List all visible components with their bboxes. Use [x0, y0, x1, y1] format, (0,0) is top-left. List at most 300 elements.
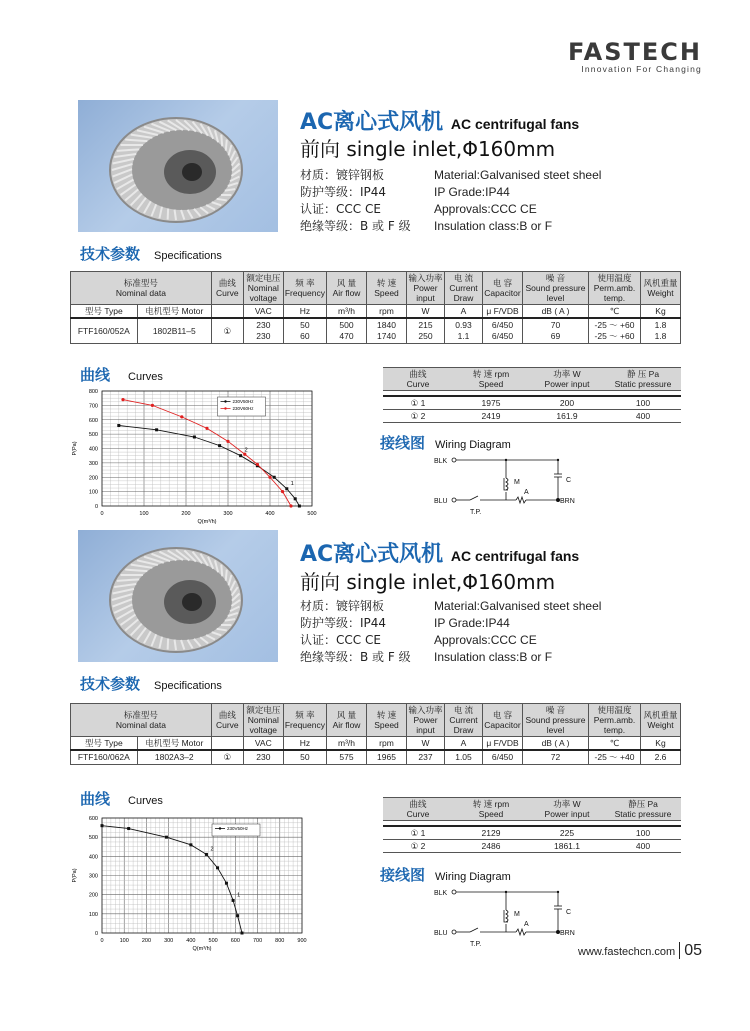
properties-cn [300, 598, 411, 666]
curve-header-speed [453, 368, 529, 391]
data-point [189, 843, 192, 846]
data-point [155, 428, 158, 431]
cell-temp [589, 318, 641, 344]
product-photo [78, 530, 278, 662]
curve-header-pressure-cn: 静压 Pa [628, 799, 658, 809]
table-unit-row [71, 305, 681, 319]
cell-speed [367, 750, 407, 765]
property-cn: 绝缘等级：B 或 F 级 [300, 219, 411, 233]
cell-noise [523, 318, 589, 344]
legend-label: 230V60Hz [232, 406, 254, 411]
header-freq-en: Frequency [284, 288, 325, 298]
y-tick-label: 400 [88, 854, 98, 861]
property-cn: 防护等级：IP44 [300, 616, 387, 630]
legend-marker [219, 827, 221, 829]
wiring-label-tp: T.P. [470, 941, 482, 948]
curve-cell-curve: ① 2 [383, 409, 453, 422]
curves-heading-en: Curves [128, 371, 163, 383]
header-noise [523, 272, 589, 305]
property-cn: 认证：CCC CE [300, 202, 381, 216]
unit-air: m³/h [327, 305, 367, 319]
cell-freq-value: 50 [300, 320, 310, 330]
wiring-diagram [430, 880, 590, 953]
footer-url[interactable]: www.fastechcn.com [578, 946, 676, 958]
header-weight [641, 272, 681, 305]
curve-header-speed-en: Speed [478, 379, 504, 389]
specifications-heading-en: Specifications [154, 250, 222, 262]
properties-en [434, 598, 601, 666]
property-en: Insulation class:B or F [434, 650, 553, 664]
brand-logo [568, 38, 702, 74]
properties-cn [300, 167, 411, 235]
header-temp [589, 272, 641, 305]
y-tick-label: 300 [88, 460, 98, 467]
product-title-cn: AC离心式风机 [300, 542, 444, 567]
unit-cap: μ F/VDB [483, 737, 523, 751]
legend-label: 230V50Hz [232, 399, 254, 404]
unit-weight: Kg [641, 737, 681, 751]
data-point [121, 398, 124, 401]
header-curve-cn: 曲线 [218, 278, 236, 288]
wiring-label-blu: BLU [434, 498, 448, 505]
data-point [218, 444, 221, 447]
cell-curve: ① [211, 318, 243, 344]
curve-cell-pressure: 100 [605, 826, 681, 840]
data-point [117, 424, 120, 427]
header-temp [589, 704, 641, 737]
brand-name: FASTECH [568, 38, 702, 66]
cell-type: FTF160/062A [71, 750, 138, 765]
series-line [123, 400, 291, 506]
header-freq [283, 272, 326, 305]
performance-chart [62, 808, 312, 978]
chart-svg [62, 381, 317, 546]
cell-voltage-value: 230 [256, 331, 271, 341]
curve-cell-curve: ① 1 [383, 396, 453, 410]
cell-weight-value: 2.6 [654, 752, 667, 762]
curve-header-curve-en: Curve [406, 379, 430, 389]
curve-table [383, 797, 681, 853]
cell-cap [483, 318, 523, 344]
header-speed-en: Speed [374, 288, 399, 298]
curve-header-pressure [605, 798, 681, 821]
header-air-en: Air flow [332, 720, 361, 730]
wiring-label-c: C [566, 477, 572, 484]
cell-current-value: 1.05 [455, 752, 472, 762]
cell-noise-value: 72 [550, 752, 561, 762]
header-curve-cn: 曲线 [218, 710, 236, 720]
header-power [407, 272, 445, 305]
unit-weight: Kg [641, 305, 681, 319]
header-air-en: Air flow [332, 288, 361, 298]
header-weight-cn: 风机重量 [643, 278, 678, 288]
legend-label: 230V50Hz [227, 826, 249, 831]
curve-table [383, 367, 681, 423]
cell-power-value: 237 [418, 752, 433, 762]
curve-header-power-cn: 功率 W [553, 369, 581, 379]
specifications-heading [80, 673, 222, 694]
header-noise-en: Sound pressure level [525, 283, 586, 303]
cell-weight [641, 750, 681, 765]
table-header-row [71, 704, 681, 737]
header-nominal-cn: 标准型号 [123, 278, 158, 288]
curve-cell-curve: ① 1 [383, 826, 453, 840]
brand-tagline: Innovation For Changing [581, 64, 702, 74]
cell-type: FTF160/052A [71, 318, 138, 344]
property-en: Approvals:CCC CE [434, 202, 537, 216]
wiring-label-blu: BLU [434, 930, 448, 937]
wiring-label-brn: BRN [560, 498, 575, 505]
y-tick-label: 200 [88, 475, 98, 482]
data-point [165, 836, 168, 839]
curves-heading-en: Curves [128, 795, 163, 807]
curve-header-pressure-cn: 静 压 Pa [626, 369, 660, 379]
property-en: Insulation class:B or F [434, 219, 553, 233]
data-point [216, 866, 219, 869]
y-tick-label: 400 [88, 446, 98, 453]
curve-header-curve [383, 798, 453, 821]
cell-freq [283, 318, 326, 344]
header-nominal-cn: 标准型号 [123, 710, 158, 720]
header-nominal-en: Nominal data [115, 288, 166, 298]
header-curve-en: Curve [215, 288, 239, 298]
cell-power-value: 250 [418, 331, 433, 341]
cell-noise [523, 750, 589, 765]
header-air-cn: 风 量 [336, 710, 357, 720]
curve-header-power-cn: 功率 W [553, 799, 581, 809]
cell-cap-value: 6/450 [491, 331, 514, 341]
wiring-diagram [430, 448, 590, 521]
wiring-heading-en: Wiring Diagram [435, 871, 511, 883]
data-point [273, 476, 276, 479]
table-header-row [71, 272, 681, 305]
header-temp-cn: 使用温度 [597, 273, 632, 283]
unit-speed: rpm [367, 737, 407, 751]
header-current-en: Current Draw [449, 283, 478, 303]
data-point [285, 487, 288, 490]
property-cn: 材质：镀锌钢板 [300, 168, 385, 182]
data-point [241, 932, 244, 935]
table-row [383, 826, 681, 840]
specifications-heading-en: Specifications [154, 680, 222, 692]
header-weight-cn: 风机重量 [643, 710, 678, 720]
cell-voltage [243, 318, 283, 344]
unit-type: 型号 Type [71, 737, 138, 751]
curve-header-curve-cn: 曲线 [409, 799, 427, 809]
header-power-en: Power input [413, 715, 438, 735]
wiring-label-blk: BLK [434, 458, 448, 465]
unit-temp: ℃ [589, 737, 641, 751]
curve-header-pressure-en: Static pressure [614, 809, 672, 819]
product-subtitle: 前向 single inlet,Φ160mm [300, 570, 556, 594]
unit-type: 型号 Type [71, 305, 138, 319]
cell-freq-value: 50 [300, 752, 310, 762]
curve-cell-power: 161.9 [529, 409, 605, 422]
x-axis-label: Q(m³/h) [197, 519, 217, 525]
header-nominal [71, 272, 212, 305]
cell-voltage [243, 750, 283, 765]
curve-cell-power: 200 [529, 396, 605, 410]
header-temp-en: Perm.amb. temp. [593, 715, 636, 735]
product-title [300, 105, 579, 136]
unit-voltage: VAC [243, 737, 283, 751]
cell-power-value: 215 [418, 320, 433, 330]
header-voltage-en: Nominal voltage [247, 283, 279, 303]
header-freq-en: Frequency [284, 720, 325, 730]
cell-temp-value: -25 ～ +60 [594, 331, 635, 341]
curves-heading-cn: 曲线 [80, 366, 111, 384]
curve-cell-speed: 2419 [453, 409, 529, 422]
data-point [225, 882, 228, 885]
cell-power [407, 318, 445, 344]
data-point [289, 504, 292, 507]
cell-motor: 1802A3–2 [137, 750, 211, 765]
cell-speed-value: 1740 [377, 331, 396, 341]
property-cn: 材质：镀锌钢板 [300, 599, 385, 613]
header-cap-en: Capacitor [484, 720, 521, 730]
curve-annotation: 2 [244, 447, 248, 454]
product-photo [78, 100, 278, 232]
x-tick-label: 0 [100, 938, 104, 944]
table-row [71, 318, 681, 344]
cell-current [445, 318, 483, 344]
property-en: IP Grade:IP44 [434, 616, 510, 630]
legend-marker [224, 407, 226, 409]
unit-power: W [407, 737, 445, 751]
data-point [239, 454, 242, 457]
y-tick-label: 0 [94, 504, 98, 510]
specifications-heading-cn: 技术参数 [80, 245, 141, 263]
unit-motor: 电机型号 Motor [137, 737, 211, 751]
x-tick-label: 800 [275, 938, 285, 944]
wiring-label-tp: T.P. [470, 509, 482, 516]
property-cn: 防护等级：IP44 [300, 185, 387, 199]
data-point [205, 853, 208, 856]
x-tick-label: 200 [141, 938, 152, 944]
header-noise-cn: 噪 音 [545, 273, 566, 283]
product-title [300, 537, 579, 568]
y-tick-label: 0 [94, 931, 98, 937]
header-air-cn: 风 量 [336, 278, 357, 288]
wiring-label-a: A [524, 921, 529, 928]
footer [578, 942, 702, 960]
header-speed [367, 272, 407, 305]
cell-temp [589, 750, 641, 765]
product-subtitle: 前向 single inlet,Φ160mm [300, 137, 556, 161]
header-curve-en: Curve [215, 720, 239, 730]
curve-header-power [529, 798, 605, 821]
cell-speed [367, 318, 407, 344]
property-en: Material:Galvanised steet sheel [434, 599, 602, 613]
curve-header-power-en: Power input [544, 809, 590, 819]
header-air [327, 272, 367, 305]
page-number: 05 [679, 942, 702, 959]
cell-air [327, 318, 367, 344]
wiring-label-m: M [514, 911, 520, 918]
table-row [383, 409, 681, 422]
cell-weight-value: 1.8 [654, 331, 667, 341]
cell-air [327, 750, 367, 765]
data-point [193, 436, 196, 439]
header-power [407, 704, 445, 737]
cell-current-value: 0.93 [455, 320, 472, 330]
y-tick-label: 600 [88, 417, 98, 424]
curve-header-pressure-en: Static pressure [614, 379, 672, 389]
y-tick-label: 100 [88, 911, 98, 918]
data-point [205, 427, 208, 430]
specifications-table [70, 703, 681, 765]
header-current-cn: 电 流 [453, 273, 474, 283]
curve-cell-pressure: 400 [605, 839, 681, 852]
y-axis-label: P(Pa) [72, 441, 78, 456]
header-voltage [243, 704, 283, 737]
y-tick-label: 600 [88, 816, 98, 822]
data-point [294, 497, 297, 500]
data-point [298, 505, 301, 508]
unit-current: A [445, 737, 483, 751]
cell-curve: ① [211, 750, 243, 765]
data-point [256, 463, 259, 466]
header-weight-en: Weight [647, 288, 674, 298]
header-noise [523, 704, 589, 737]
specifications-table [70, 271, 681, 344]
x-tick-label: 100 [119, 938, 129, 944]
curves-heading-cn: 曲线 [80, 790, 111, 808]
curve-header-curve-en: Curve [406, 809, 430, 819]
curve-cell-power: 225 [529, 826, 605, 840]
header-nominal-en: Nominal data [115, 720, 166, 730]
cell-cap-value: 6/450 [491, 320, 514, 330]
table-row [383, 839, 681, 852]
data-point [226, 440, 229, 443]
header-power-cn: 输入功率 [408, 273, 443, 283]
unit-curve [211, 305, 243, 319]
curve-cell-speed: 1975 [453, 396, 529, 410]
data-point [127, 827, 130, 830]
header-weight-en: Weight [647, 720, 674, 730]
curve-header-power [529, 368, 605, 391]
x-tick-label: 500 [208, 938, 218, 944]
header-temp-en: Perm.amb. temp. [593, 283, 636, 303]
curve-header-speed-en: Speed [478, 809, 504, 819]
curve-cell-speed: 2486 [453, 839, 529, 852]
header-cap [483, 272, 523, 305]
y-axis-label: P(Pa) [72, 868, 78, 883]
cell-power [407, 750, 445, 765]
unit-freq: Hz [283, 305, 326, 319]
y-tick-label: 700 [88, 403, 98, 410]
x-tick-label: 400 [186, 938, 196, 944]
cell-voltage-value: 230 [256, 752, 271, 762]
header-voltage [243, 272, 283, 305]
x-tick-label: 300 [164, 938, 174, 944]
property-cn: 认证：CCC CE [300, 633, 381, 647]
header-voltage-en: Nominal voltage [247, 715, 279, 735]
x-tick-label: 600 [230, 938, 240, 944]
performance-chart [62, 381, 317, 551]
header-curve [211, 704, 243, 737]
property-en: Material:Galvanised steet sheel [434, 168, 602, 182]
data-point [236, 914, 239, 917]
curve-annotation: 1 [237, 892, 241, 899]
header-freq-cn: 频 率 [295, 278, 315, 288]
curve-table-header [383, 798, 681, 821]
header-power-en: Power input [413, 283, 438, 303]
cell-weight-value: 1.8 [654, 320, 667, 330]
cell-current-value: 1.1 [457, 331, 470, 341]
header-curve [211, 272, 243, 305]
wiring-label-c: C [566, 909, 572, 916]
x-tick-label: 900 [297, 938, 307, 944]
product-title-en: AC centrifugal fans [450, 116, 580, 132]
curve-header-curve-cn: 曲线 [409, 369, 427, 379]
curve-header-speed-cn: 转 速 rpm [472, 799, 510, 809]
curve-annotation: 1 [290, 480, 294, 487]
header-air [327, 704, 367, 737]
wiring-label-brn: BRN [560, 930, 575, 937]
curves-heading [80, 788, 163, 809]
property-en: IP Grade:IP44 [434, 185, 510, 199]
cell-current [445, 750, 483, 765]
properties-en [434, 167, 601, 235]
header-speed-cn: 转 速 [376, 278, 397, 288]
specifications-heading-cn: 技术参数 [80, 675, 141, 693]
curve-header-power-en: Power input [544, 379, 590, 389]
cell-air-value: 500 [339, 320, 354, 330]
cell-freq [283, 750, 326, 765]
header-cap-en: Capacitor [484, 288, 521, 298]
wiring-label-m: M [514, 479, 520, 486]
x-tick-label: 700 [252, 938, 263, 944]
data-point [232, 899, 235, 902]
table-row [71, 750, 681, 765]
header-speed-en: Speed [374, 720, 399, 730]
unit-cap: μ F/VDB [483, 305, 523, 319]
cell-freq-value: 60 [300, 331, 310, 341]
y-tick-label: 500 [88, 835, 98, 842]
data-point [180, 415, 183, 418]
product-title-cn: AC离心式风机 [300, 110, 444, 135]
unit-power: W [407, 305, 445, 319]
header-weight [641, 704, 681, 737]
data-point [151, 404, 154, 407]
cell-air-value: 470 [339, 331, 354, 341]
product-title-en: AC centrifugal fans [450, 548, 580, 564]
x-tick-label: 200 [181, 511, 191, 517]
wiring-heading-cn: 接线图 [380, 866, 426, 884]
curve-cell-power: 1861.1 [529, 839, 605, 852]
cell-noise-value: 69 [550, 331, 561, 341]
y-tick-label: 100 [88, 489, 98, 496]
table-row [383, 396, 681, 410]
data-point [281, 490, 284, 493]
header-current [445, 704, 483, 737]
unit-curve [211, 737, 243, 751]
y-tick-label: 800 [88, 389, 98, 395]
cell-speed-value: 1965 [377, 752, 396, 762]
x-tick-label: 0 [100, 511, 104, 517]
cell-voltage-value: 230 [256, 320, 271, 330]
unit-speed: rpm [367, 305, 407, 319]
cell-weight [641, 318, 681, 344]
y-tick-label: 300 [88, 873, 98, 880]
x-tick-label: 400 [265, 511, 275, 517]
curve-table-header [383, 368, 681, 391]
data-point [101, 824, 104, 827]
x-axis-label: Q(m³/h) [192, 946, 212, 952]
unit-freq: Hz [283, 737, 326, 751]
x-tick-label: 500 [307, 511, 317, 517]
